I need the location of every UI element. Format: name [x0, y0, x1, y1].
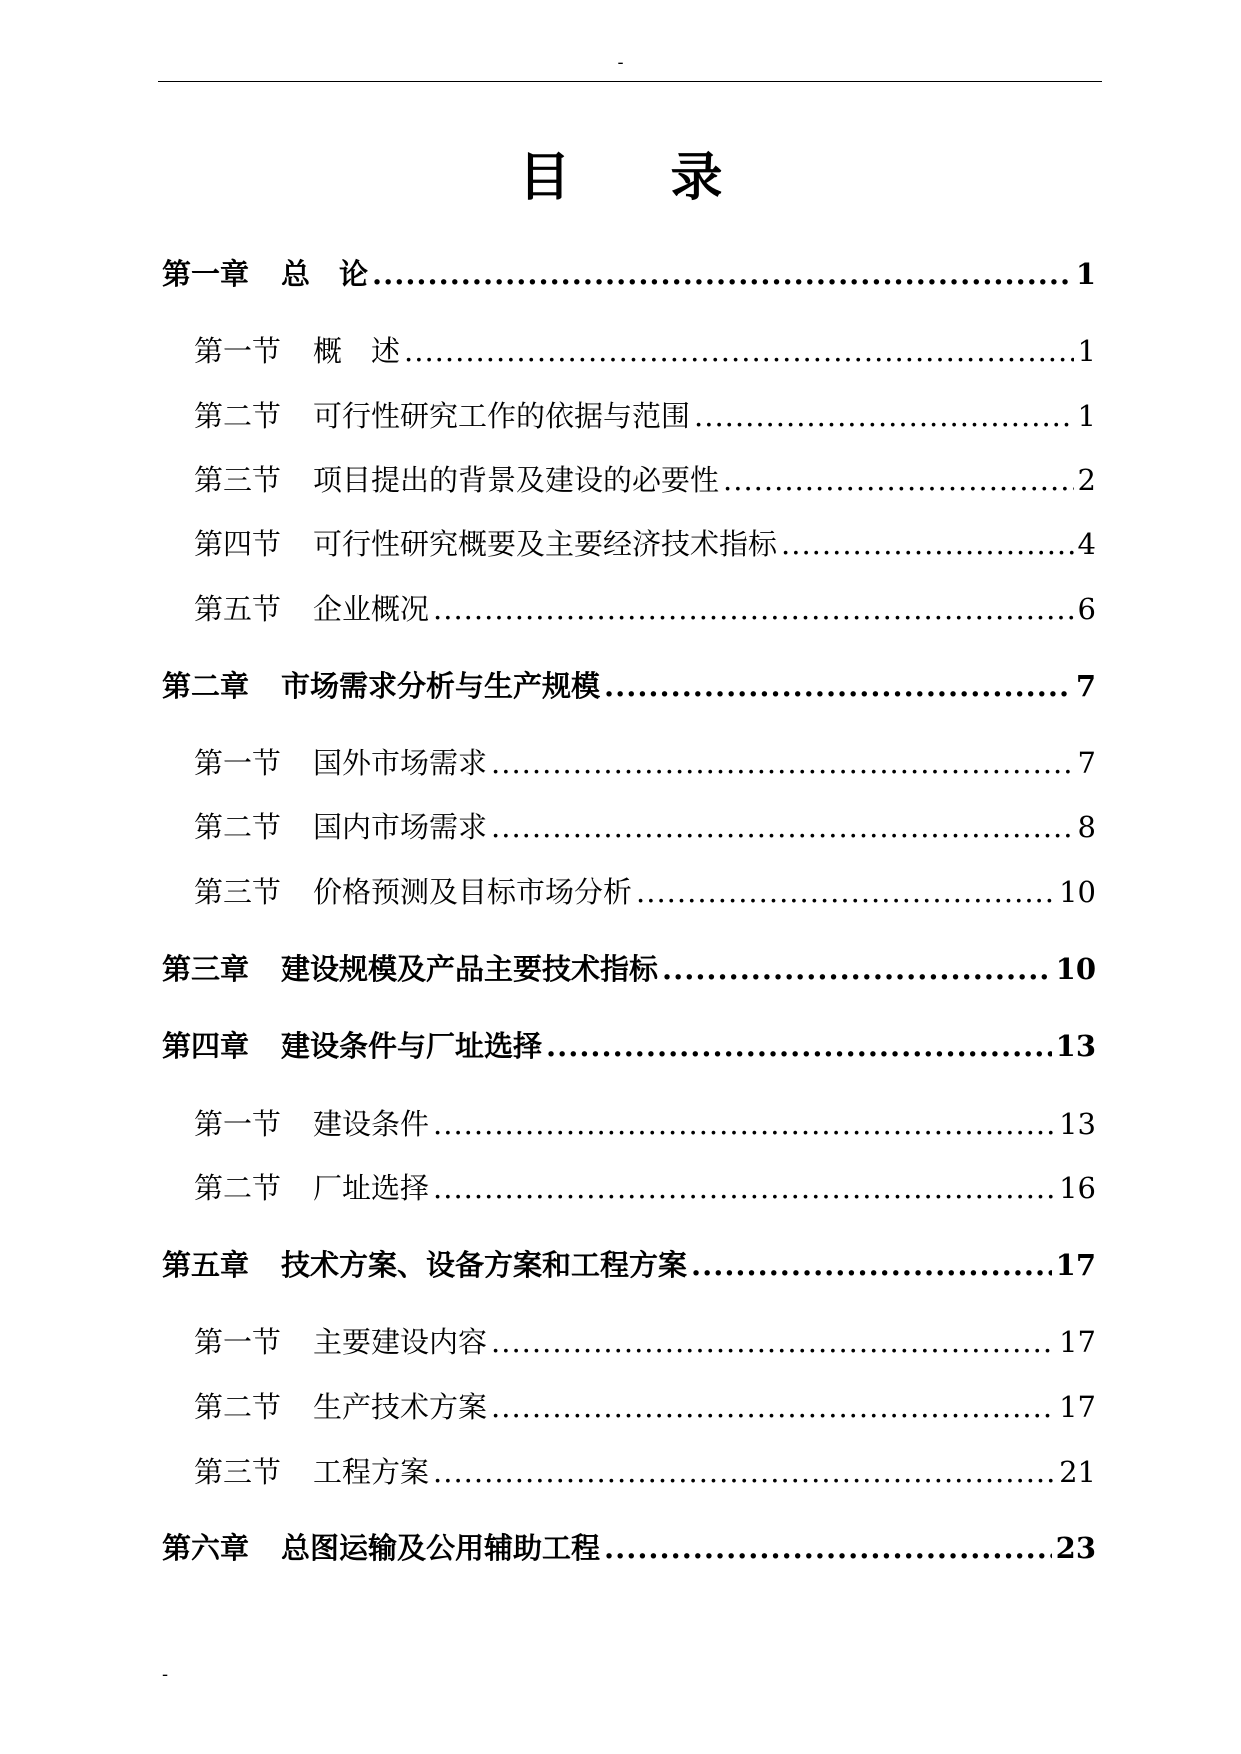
- toc-leader-dots: [433, 1168, 1055, 1208]
- toc-leader-dots: [404, 331, 1074, 371]
- toc-entry-number: 第四节: [194, 527, 282, 561]
- toc-entry-page: 8: [1077, 810, 1096, 844]
- toc-entry-number: 第三章: [162, 952, 250, 986]
- toc-entry-label: 可行性研究概要及主要经济技术指标: [313, 527, 778, 561]
- toc-entry-label: 总 论: [281, 257, 369, 291]
- toc-entry-label: 厂址选择: [313, 1171, 430, 1205]
- toc-entry-number: 第一节: [194, 1107, 282, 1141]
- toc-entry-number: 第一节: [194, 334, 282, 368]
- toc-entry-chapter[interactable]: [162, 254, 1096, 294]
- toc-leader-dots: [491, 743, 1074, 783]
- toc-entry-label: 国内市场需求: [313, 810, 488, 844]
- toc-leader-dots: [372, 254, 1072, 294]
- toc-entry-page: 10: [1059, 875, 1096, 909]
- toc-entry-label: 建设条件与厂址选择: [281, 1029, 543, 1063]
- page-footer-mark: -: [162, 1664, 169, 1685]
- toc-entry-number: 第三节: [194, 1455, 282, 1489]
- toc-entry-number: 第五节: [194, 592, 282, 626]
- toc-entry-number: 第二节: [194, 810, 282, 844]
- toc-leader-dots: [491, 1322, 1055, 1362]
- toc-entry-page: 1: [1077, 399, 1096, 433]
- toc-entry-page: 1: [1077, 334, 1096, 368]
- toc-leader-dots: [433, 1452, 1055, 1492]
- toc-leader-dots: [546, 1026, 1052, 1066]
- header-rule: [158, 81, 1102, 82]
- toc-leader-dots: [636, 872, 1055, 912]
- toc-entry-section[interactable]: [194, 589, 1096, 629]
- toc-entry-label: 主要建设内容: [313, 1325, 488, 1359]
- toc-entry-label: 价格预测及目标市场分析: [313, 875, 633, 909]
- toc-leader-dots: [604, 666, 1072, 706]
- toc-leader-dots: [662, 949, 1052, 989]
- toc-entry-chapter[interactable]: [162, 1026, 1096, 1066]
- toc-entry-section[interactable]: [194, 1104, 1096, 1144]
- toc-entry-label: 生产技术方案: [313, 1390, 488, 1424]
- toc-entry-number: 第二节: [194, 1390, 282, 1424]
- toc-entry-number: 第一节: [194, 1325, 282, 1359]
- toc-entry-chapter[interactable]: [162, 1528, 1096, 1568]
- toc-entry-label: 企业概况: [313, 592, 430, 626]
- toc-leader-dots: [491, 807, 1074, 847]
- toc-entry-number: 第五章: [162, 1248, 250, 1282]
- toc-entry-page: 13: [1059, 1107, 1096, 1141]
- toc-entry-section[interactable]: [194, 331, 1096, 371]
- toc-entry-number: 第三节: [194, 875, 282, 909]
- toc-entry-page: 17: [1059, 1390, 1096, 1424]
- toc-entry-label: 国外市场需求: [313, 746, 488, 780]
- toc-leader-dots: [723, 460, 1074, 500]
- toc-entry-label: 市场需求分析与生产规模: [281, 669, 601, 703]
- toc-leader-dots: [491, 1387, 1055, 1427]
- toc-entry-page: 23: [1055, 1531, 1096, 1565]
- toc-entry-number: 第三节: [194, 463, 282, 497]
- toc-entry-number: 第二节: [194, 399, 282, 433]
- toc-title-part1: 目: [518, 147, 571, 208]
- toc-entry-page: 10: [1055, 952, 1096, 986]
- toc-entry-section[interactable]: [194, 807, 1096, 847]
- toc-entry-page: 2: [1077, 463, 1096, 497]
- toc-entry-section[interactable]: [194, 396, 1096, 436]
- toc-entry-page: 7: [1077, 746, 1096, 780]
- toc-entry-label: 技术方案、设备方案和工程方案: [281, 1248, 688, 1282]
- toc-entry-label: 工程方案: [313, 1455, 430, 1489]
- page-header-mark: -: [617, 52, 624, 73]
- toc-entry-section[interactable]: [194, 1322, 1096, 1362]
- toc-entry-number: 第二章: [162, 669, 250, 703]
- toc-leader-dots: [433, 1104, 1055, 1144]
- toc-entry-chapter[interactable]: [162, 666, 1096, 706]
- toc-entry-section[interactable]: [194, 1387, 1096, 1427]
- toc-entry-chapter[interactable]: [162, 1245, 1096, 1285]
- toc-entry-page: 4: [1077, 527, 1096, 561]
- toc-entry-label: 总图运输及公用辅助工程: [281, 1531, 601, 1565]
- toc-entry-label: 项目提出的背景及建设的必要性: [313, 463, 720, 497]
- toc-entry-label: 概 述: [313, 334, 401, 368]
- toc-entry-page: 7: [1075, 669, 1096, 703]
- toc-leader-dots: [691, 1245, 1052, 1285]
- toc-entry-number: 第六章: [162, 1531, 250, 1565]
- toc-entry-section[interactable]: [194, 524, 1096, 564]
- toc-entry-section[interactable]: [194, 460, 1096, 500]
- toc-leader-dots: [694, 396, 1074, 436]
- toc-entry-page: 17: [1059, 1325, 1096, 1359]
- toc-entry-label: 建设条件: [313, 1107, 430, 1141]
- toc-entry-page: 16: [1059, 1171, 1096, 1205]
- toc-title: [0, 146, 1241, 210]
- toc-leader-dots: [781, 524, 1074, 564]
- toc-entry-number: 第二节: [194, 1171, 282, 1205]
- toc-entry-section[interactable]: [194, 872, 1096, 912]
- toc-entry-label: 可行性研究工作的依据与范围: [313, 399, 691, 433]
- toc-entry-number: 第一章: [162, 257, 250, 291]
- toc-leader-dots: [433, 589, 1074, 629]
- toc-leader-dots: [604, 1528, 1052, 1568]
- toc-entry-number: 第一节: [194, 746, 282, 780]
- toc-entry-page: 6: [1077, 592, 1096, 626]
- toc-entry-chapter[interactable]: [162, 949, 1096, 989]
- toc-entry-page: 17: [1055, 1248, 1096, 1282]
- toc-entry-number: 第四章: [162, 1029, 250, 1063]
- toc-title-part2: 录: [670, 147, 723, 208]
- toc-entry-label: 建设规模及产品主要技术指标: [281, 952, 659, 986]
- toc-entry-page: 13: [1055, 1029, 1096, 1063]
- toc-entry-section[interactable]: [194, 743, 1096, 783]
- toc-entry-section[interactable]: [194, 1452, 1096, 1492]
- toc-entry-section[interactable]: [194, 1168, 1096, 1208]
- toc-entry-page: 1: [1075, 257, 1096, 291]
- toc-entry-page: 21: [1059, 1455, 1096, 1489]
